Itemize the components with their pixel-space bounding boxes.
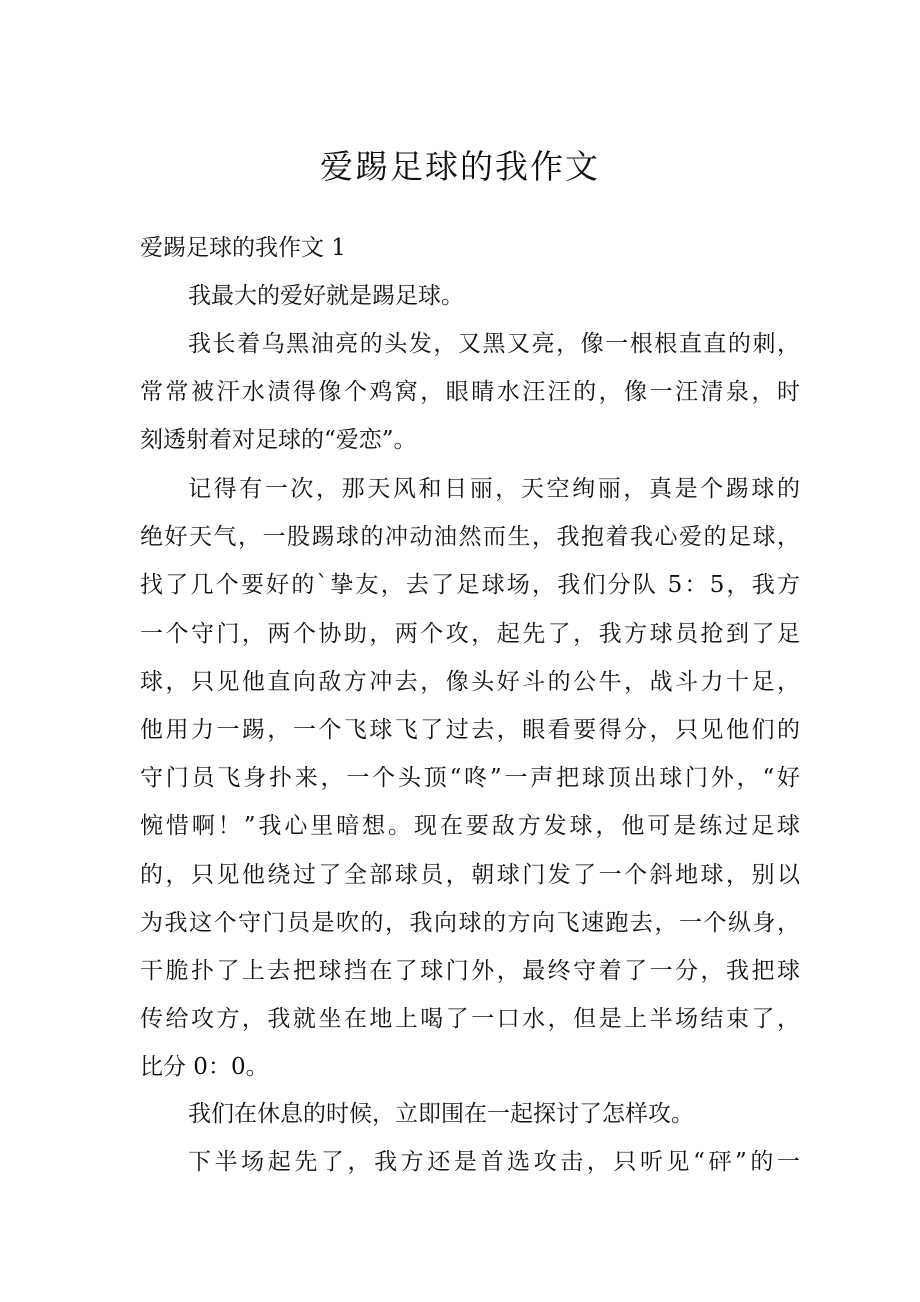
text-line: 下半场起先了，我方还是首选攻击，只听见“砰”的一 — [188, 1149, 800, 1175]
text-line: 的，只见他绕过了全部球员，朝球门发了一个斜地球，别以 — [140, 861, 800, 888]
text-line: 记得有一次，那天风和日丽，天空绚丽，真是个踢球的 — [188, 476, 800, 502]
document-title: 爱踢足球的我作文 — [320, 147, 600, 186]
text-line: 一个守门，两个协助，两个攻，起先了，我方球员抢到了足 — [140, 620, 800, 647]
text-line: 我们在休息的时候，立即围在一起探讨了怎样攻。 — [188, 1101, 694, 1127]
paragraph-4 — [140, 1090, 800, 1138]
text-line: 我长着乌黑油亮的头发，又黑又亮，像一根根直直的刺， — [188, 331, 800, 357]
text-line: 常常被汗水渍得像个鸡窝，眼睛水汪汪的，像一汪清泉，时 — [140, 379, 800, 406]
text-line: 为我这个守门员是吹的，我向球的方向飞速跑去，一个纵身， — [140, 909, 800, 936]
section-heading: 爱踢足球的我作文 1 — [140, 235, 346, 261]
text-line: 我最大的爱好就是踢足球。 — [188, 283, 464, 309]
paragraph-3 — [140, 465, 800, 1092]
text-line: 他用力一踢，一个飞球飞了过去，眼看要得分，只见他们的 — [140, 717, 800, 744]
text-line: 惋惜啊！”我心里暗想。现在要敌方发球，他可是练过足球 — [140, 813, 800, 840]
paragraph-1 — [140, 272, 800, 320]
text-line: 绝好天气，一股踢球的冲动油然而生，我抱着我心爱的足球， — [140, 524, 800, 551]
text-line: 球，只见他直向敌方冲去，像头好斗的公牛，战斗力十足， — [140, 668, 800, 695]
paragraph-5 — [140, 1138, 800, 1186]
text-line: 刻透射着对足球的“爱恋”。 — [140, 427, 417, 454]
text-line: 找了几个要好的`挚友，去了足球场，我们分队 5：5，我方 — [140, 572, 800, 599]
text-line: 传给攻方，我就坐在地上喝了一口水，但是上半场结束了， — [140, 1006, 800, 1033]
text-line: 比分 0：0。 — [140, 1054, 269, 1081]
text-line: 守门员飞身扑来，一个头顶“咚”一声把球顶出球门外，“好 — [140, 765, 800, 792]
text-line: 干脆扑了上去把球挡在了球门外，最终守着了一分，我把球 — [140, 958, 800, 985]
paragraph-2 — [140, 320, 800, 465]
